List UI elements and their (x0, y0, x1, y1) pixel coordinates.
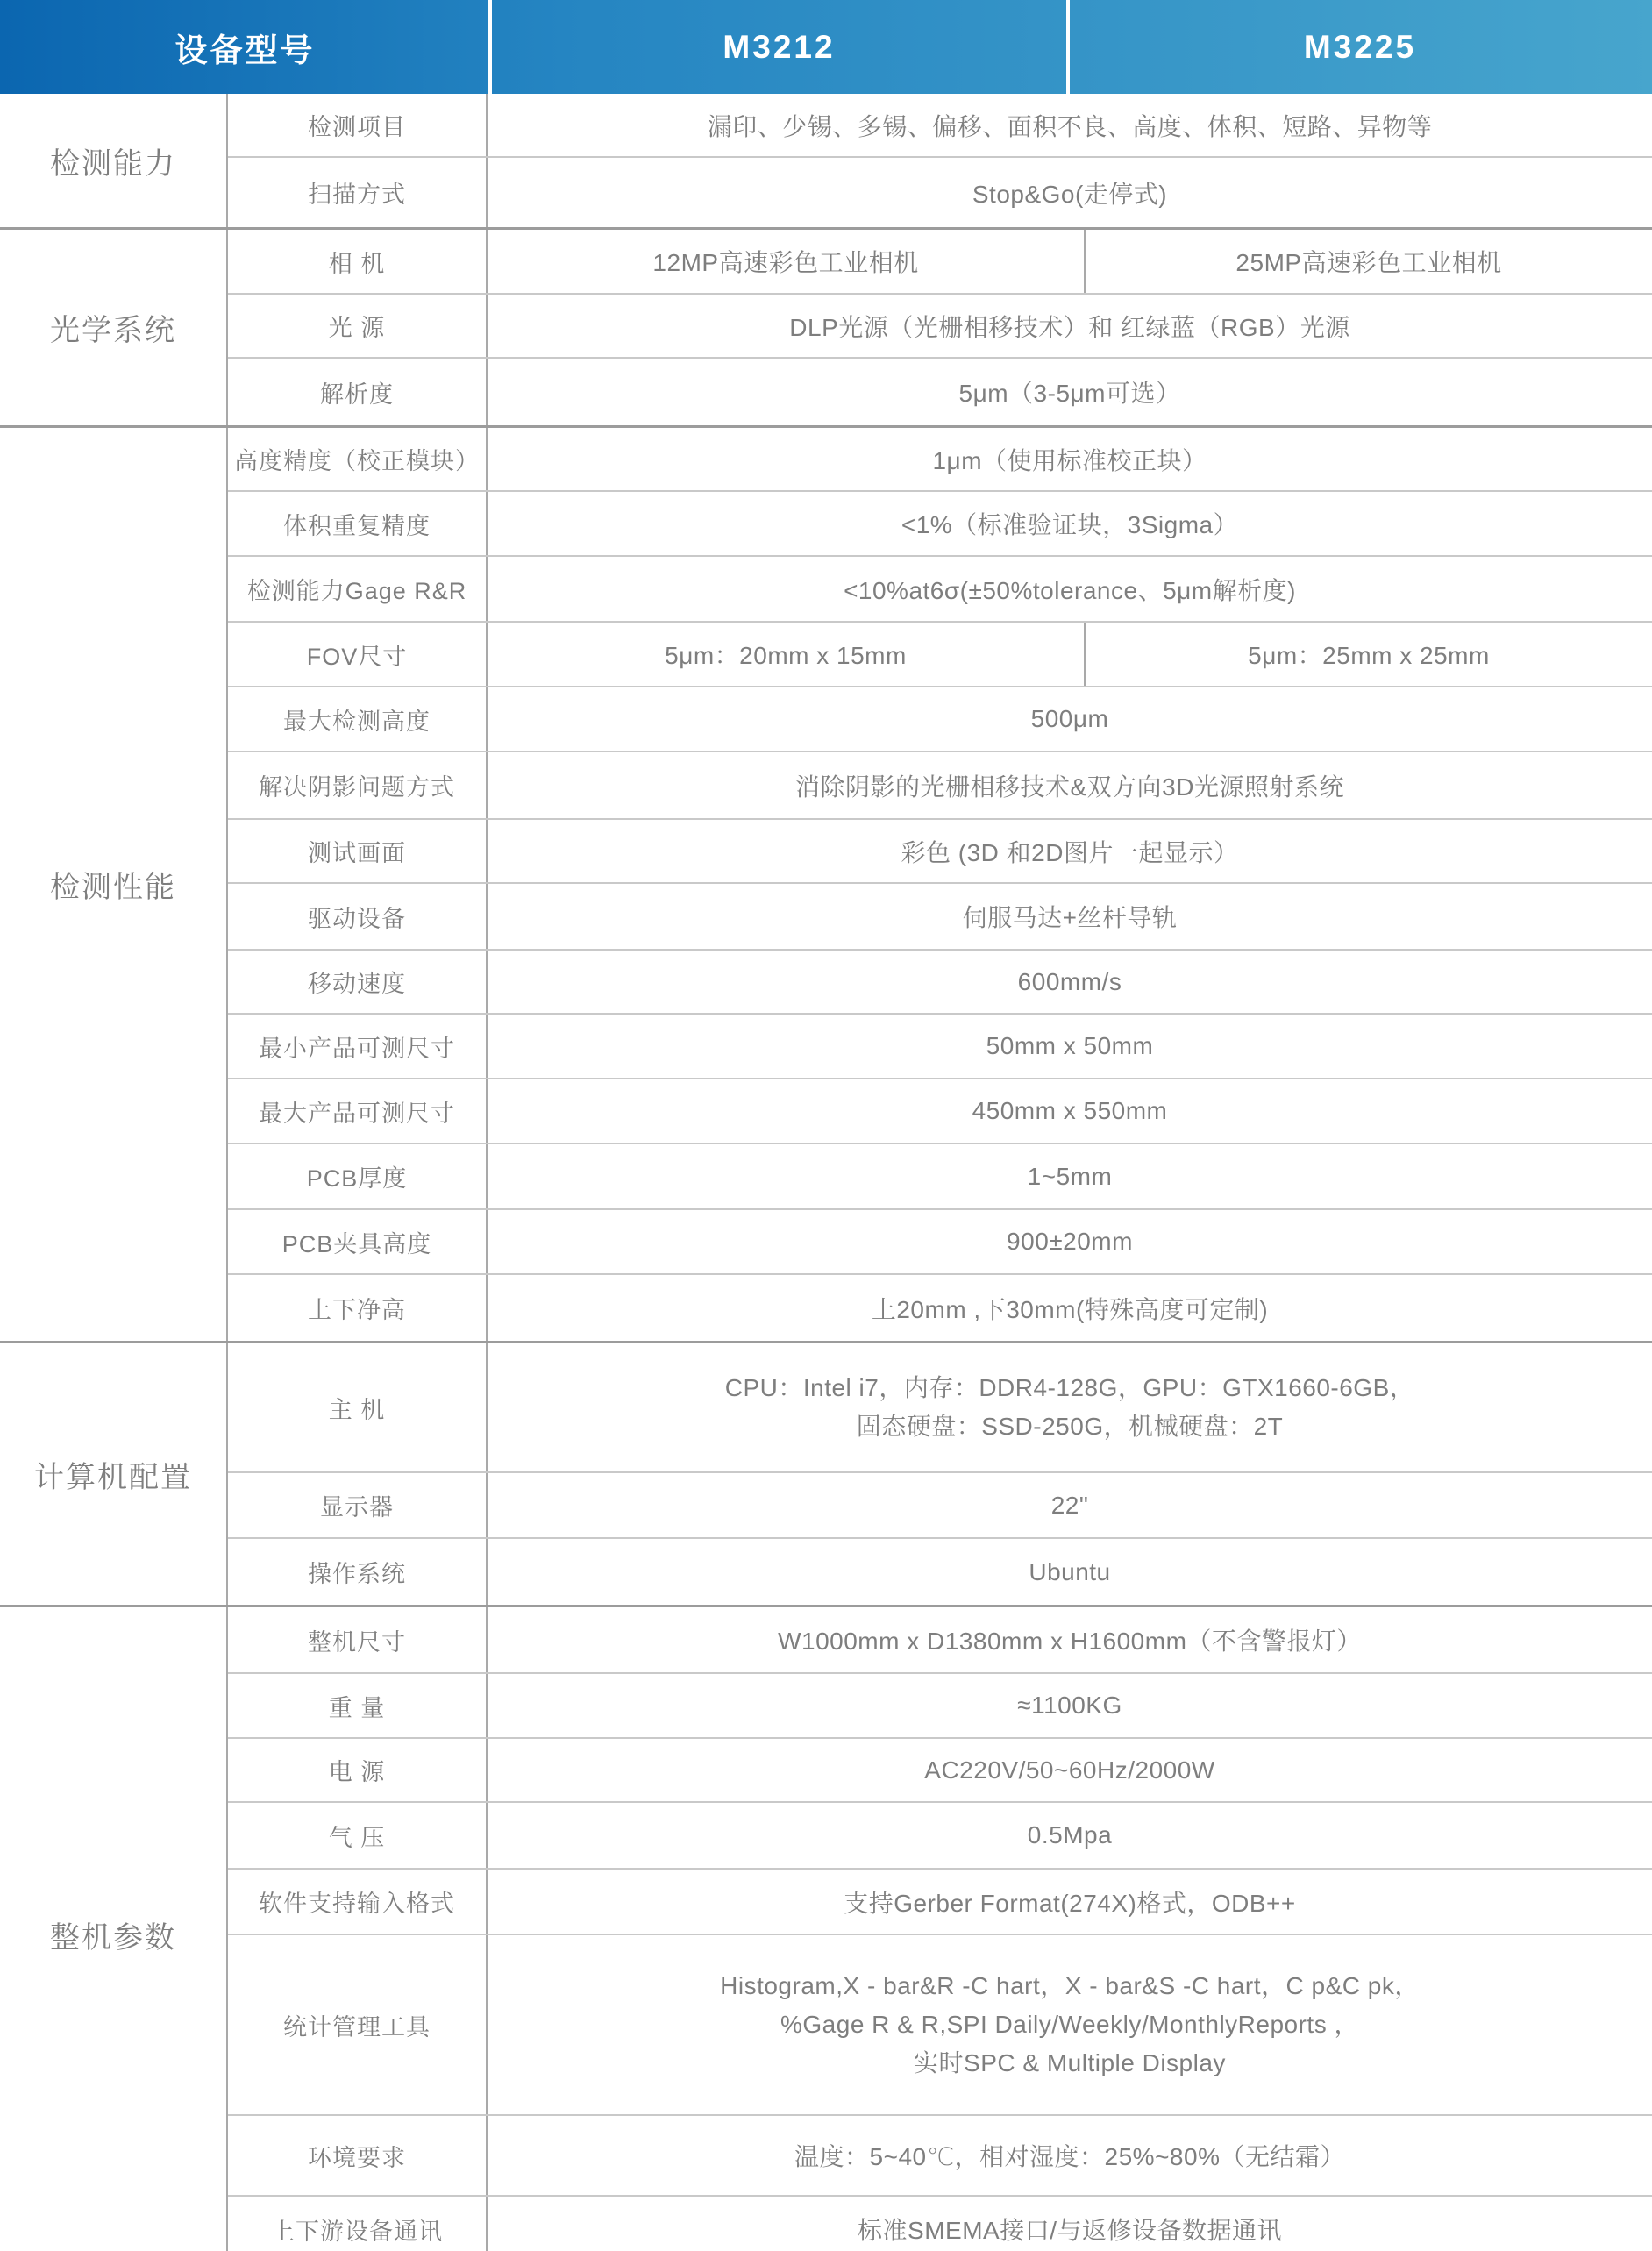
table-header (0, 0, 1652, 94)
row-value: 5μm（3-5μm可选） (958, 380, 1181, 407)
row-value: <1%（标准验证块，3Sigma） (901, 511, 1239, 538)
row-value: 温度：5~40℃，相对湿度：25%~80%（无结霜） (794, 2143, 1345, 2170)
row-value: 消除阴影的光栅相移技术&双方向3D光源照射系统 (795, 773, 1344, 801)
table-row (228, 687, 1652, 752)
section-rows (228, 1343, 1652, 1605)
row-label: 上下净高 (228, 1275, 488, 1341)
table-row (228, 1674, 1652, 1739)
row-value: 500μm (1030, 705, 1109, 732)
row-value: DLP光源（光栅相移技术）和 红绿蓝（RGB）光源 (789, 313, 1350, 341)
row-value: 上20mm ,下30mm(特殊高度可定制) (871, 1295, 1269, 1323)
row-value-m3212: 12MP高速彩色工业相机 (652, 249, 919, 276)
section-detection-performance (0, 428, 1652, 1343)
category-label: 检测能力 (0, 94, 228, 227)
row-value: W1000mm x D1380mm x H1600mm（不含警报灯） (778, 1628, 1362, 1655)
row-label: 电 源 (228, 1739, 488, 1801)
table-row (228, 1015, 1652, 1079)
table-row (228, 557, 1652, 623)
row-label: 检测能力Gage R&R (228, 557, 488, 621)
table-row (228, 951, 1652, 1015)
row-value: 1~5mm (1027, 1162, 1113, 1190)
table-row (228, 2116, 1652, 2197)
row-label: 最大产品可测尺寸 (228, 1079, 488, 1143)
row-value-line: %Gage R & R,SPI Daily/Weekly/MonthlyReports ， (780, 2010, 1359, 2038)
row-label: 移动速度 (228, 951, 488, 1013)
header-cell-m3212: M3212 (723, 28, 836, 65)
row-value: Ubuntu (1029, 1557, 1111, 1585)
section-rows (228, 1607, 1652, 2251)
row-label: 测试画面 (228, 820, 488, 882)
row-value: 0.5Mpa (1027, 1821, 1113, 1849)
row-label: PCB夹具高度 (228, 1210, 488, 1273)
table-row (228, 1870, 1652, 1935)
row-value: 50mm x 50mm (986, 1032, 1154, 1059)
row-label: 解析度 (228, 359, 488, 425)
section-optical-system (0, 230, 1652, 428)
row-label: 整机尺寸 (228, 1607, 488, 1672)
table-row (228, 158, 1652, 227)
table-row (228, 230, 1652, 295)
table-row (228, 1539, 1652, 1605)
row-label: 最小产品可测尺寸 (228, 1015, 488, 1078)
row-label: 操作系统 (228, 1539, 488, 1605)
table-row (228, 1739, 1652, 1803)
row-value-line: 实时SPC & Multiple Display (914, 2049, 1226, 2077)
row-value: 伺服马达+丝杆导轨 (962, 904, 1178, 931)
table-row (228, 1144, 1652, 1210)
row-label: 相 机 (228, 230, 488, 293)
row-value: 彩色 (3D 和2D图片一起显示） (901, 838, 1239, 866)
header-divider (488, 0, 492, 94)
row-label: 统计管理工具 (228, 1935, 488, 2114)
row-label: 上下游设备通讯 (228, 2197, 488, 2251)
table-row (228, 1803, 1652, 1870)
category-label: 整机参数 (0, 1607, 228, 2251)
table-row (228, 2197, 1652, 2251)
row-value-line: Histogram,X - bar&R -C hart，X - bar&S -C hart，C p&C pk， (720, 1971, 1420, 1999)
table-row (228, 1473, 1652, 1539)
row-label: PCB厚度 (228, 1144, 488, 1208)
row-label: 驱动设备 (228, 884, 488, 949)
row-value: ≈1100KG (1017, 1692, 1122, 1719)
row-value: 支持Gerber Format(274X)格式，ODB++ (844, 1889, 1296, 1917)
table-row (228, 1275, 1652, 1341)
category-label: 计算机配置 (0, 1343, 228, 1605)
table-row (228, 1343, 1652, 1473)
row-label: 检测项目 (228, 94, 488, 156)
table-row (228, 94, 1652, 158)
row-label: FOV尺寸 (228, 623, 488, 686)
row-label: 体积重复精度 (228, 492, 488, 555)
row-value: 1μm（使用标准校正块） (932, 446, 1207, 474)
row-value: 漏印、少锡、多锡、偏移、面积不良、高度、体积、短路、异物等 (707, 112, 1433, 140)
row-label: 软件支持输入格式 (228, 1870, 488, 1934)
row-value-m3225: 25MP高速彩色工业相机 (1084, 230, 1652, 293)
row-value: <10%at6σ(±50%tolerance、5μm解析度) (844, 576, 1296, 604)
category-label: 光学系统 (0, 230, 228, 425)
row-value (488, 1935, 1652, 2114)
row-label: 环境要求 (228, 2116, 488, 2195)
row-value: Stop&Go(走停式) (972, 180, 1168, 208)
row-label: 光 源 (228, 295, 488, 357)
table-row (228, 295, 1652, 359)
row-value: 22" (1050, 1491, 1089, 1519)
section-detection-capability (0, 94, 1652, 230)
table-row (228, 820, 1652, 884)
header-cell-device-model: 设备型号 (174, 32, 316, 68)
row-value: 600mm/s (1017, 967, 1122, 995)
table-row (228, 492, 1652, 557)
row-label: 重 量 (228, 1674, 488, 1737)
category-label: 检测性能 (0, 428, 228, 1341)
row-label: 高度精度（校正模块） (228, 428, 488, 490)
table-row (228, 623, 1652, 687)
table-row (228, 1079, 1652, 1144)
table-row (228, 1607, 1652, 1674)
table-row (228, 884, 1652, 951)
header-divider (1066, 0, 1070, 94)
row-value: 标准SMEMA接口/与返修设备数据通讯 (858, 2217, 1282, 2244)
table-row (228, 1935, 1652, 2116)
header-cell-m3225: M3225 (1303, 28, 1417, 65)
row-label: 主 机 (228, 1343, 488, 1471)
section-machine-parameters (0, 1607, 1652, 2251)
row-value: AC220V/50~60Hz/2000W (924, 1756, 1215, 1784)
row-label: 显示器 (228, 1473, 488, 1537)
row-value: 900±20mm (1007, 1228, 1133, 1255)
table-row (228, 752, 1652, 820)
row-value: 450mm x 550mm (972, 1097, 1168, 1124)
row-label: 解决阴影问题方式 (228, 752, 488, 818)
table-row (228, 1210, 1652, 1275)
row-label: 气 压 (228, 1803, 488, 1868)
table-row (228, 359, 1652, 425)
section-rows (228, 94, 1652, 227)
row-value-line: 固态硬盘：SSD-250G，机械硬盘：2T (856, 1413, 1284, 1440)
row-value (488, 1343, 1652, 1471)
row-value-m3225: 5μm：25mm x 25mm (1084, 623, 1652, 686)
row-label: 扫描方式 (228, 158, 488, 227)
row-label: 最大检测高度 (228, 687, 488, 751)
section-rows (228, 230, 1652, 425)
section-rows (228, 428, 1652, 1341)
row-value-line: CPU：Intel i7，内存：DDR4-128G，GPU：GTX1660-6GB， (724, 1373, 1415, 1401)
section-computer-config (0, 1343, 1652, 1607)
row-value-m3212: 5μm：20mm x 15mm (665, 642, 907, 669)
table-row (228, 428, 1652, 492)
